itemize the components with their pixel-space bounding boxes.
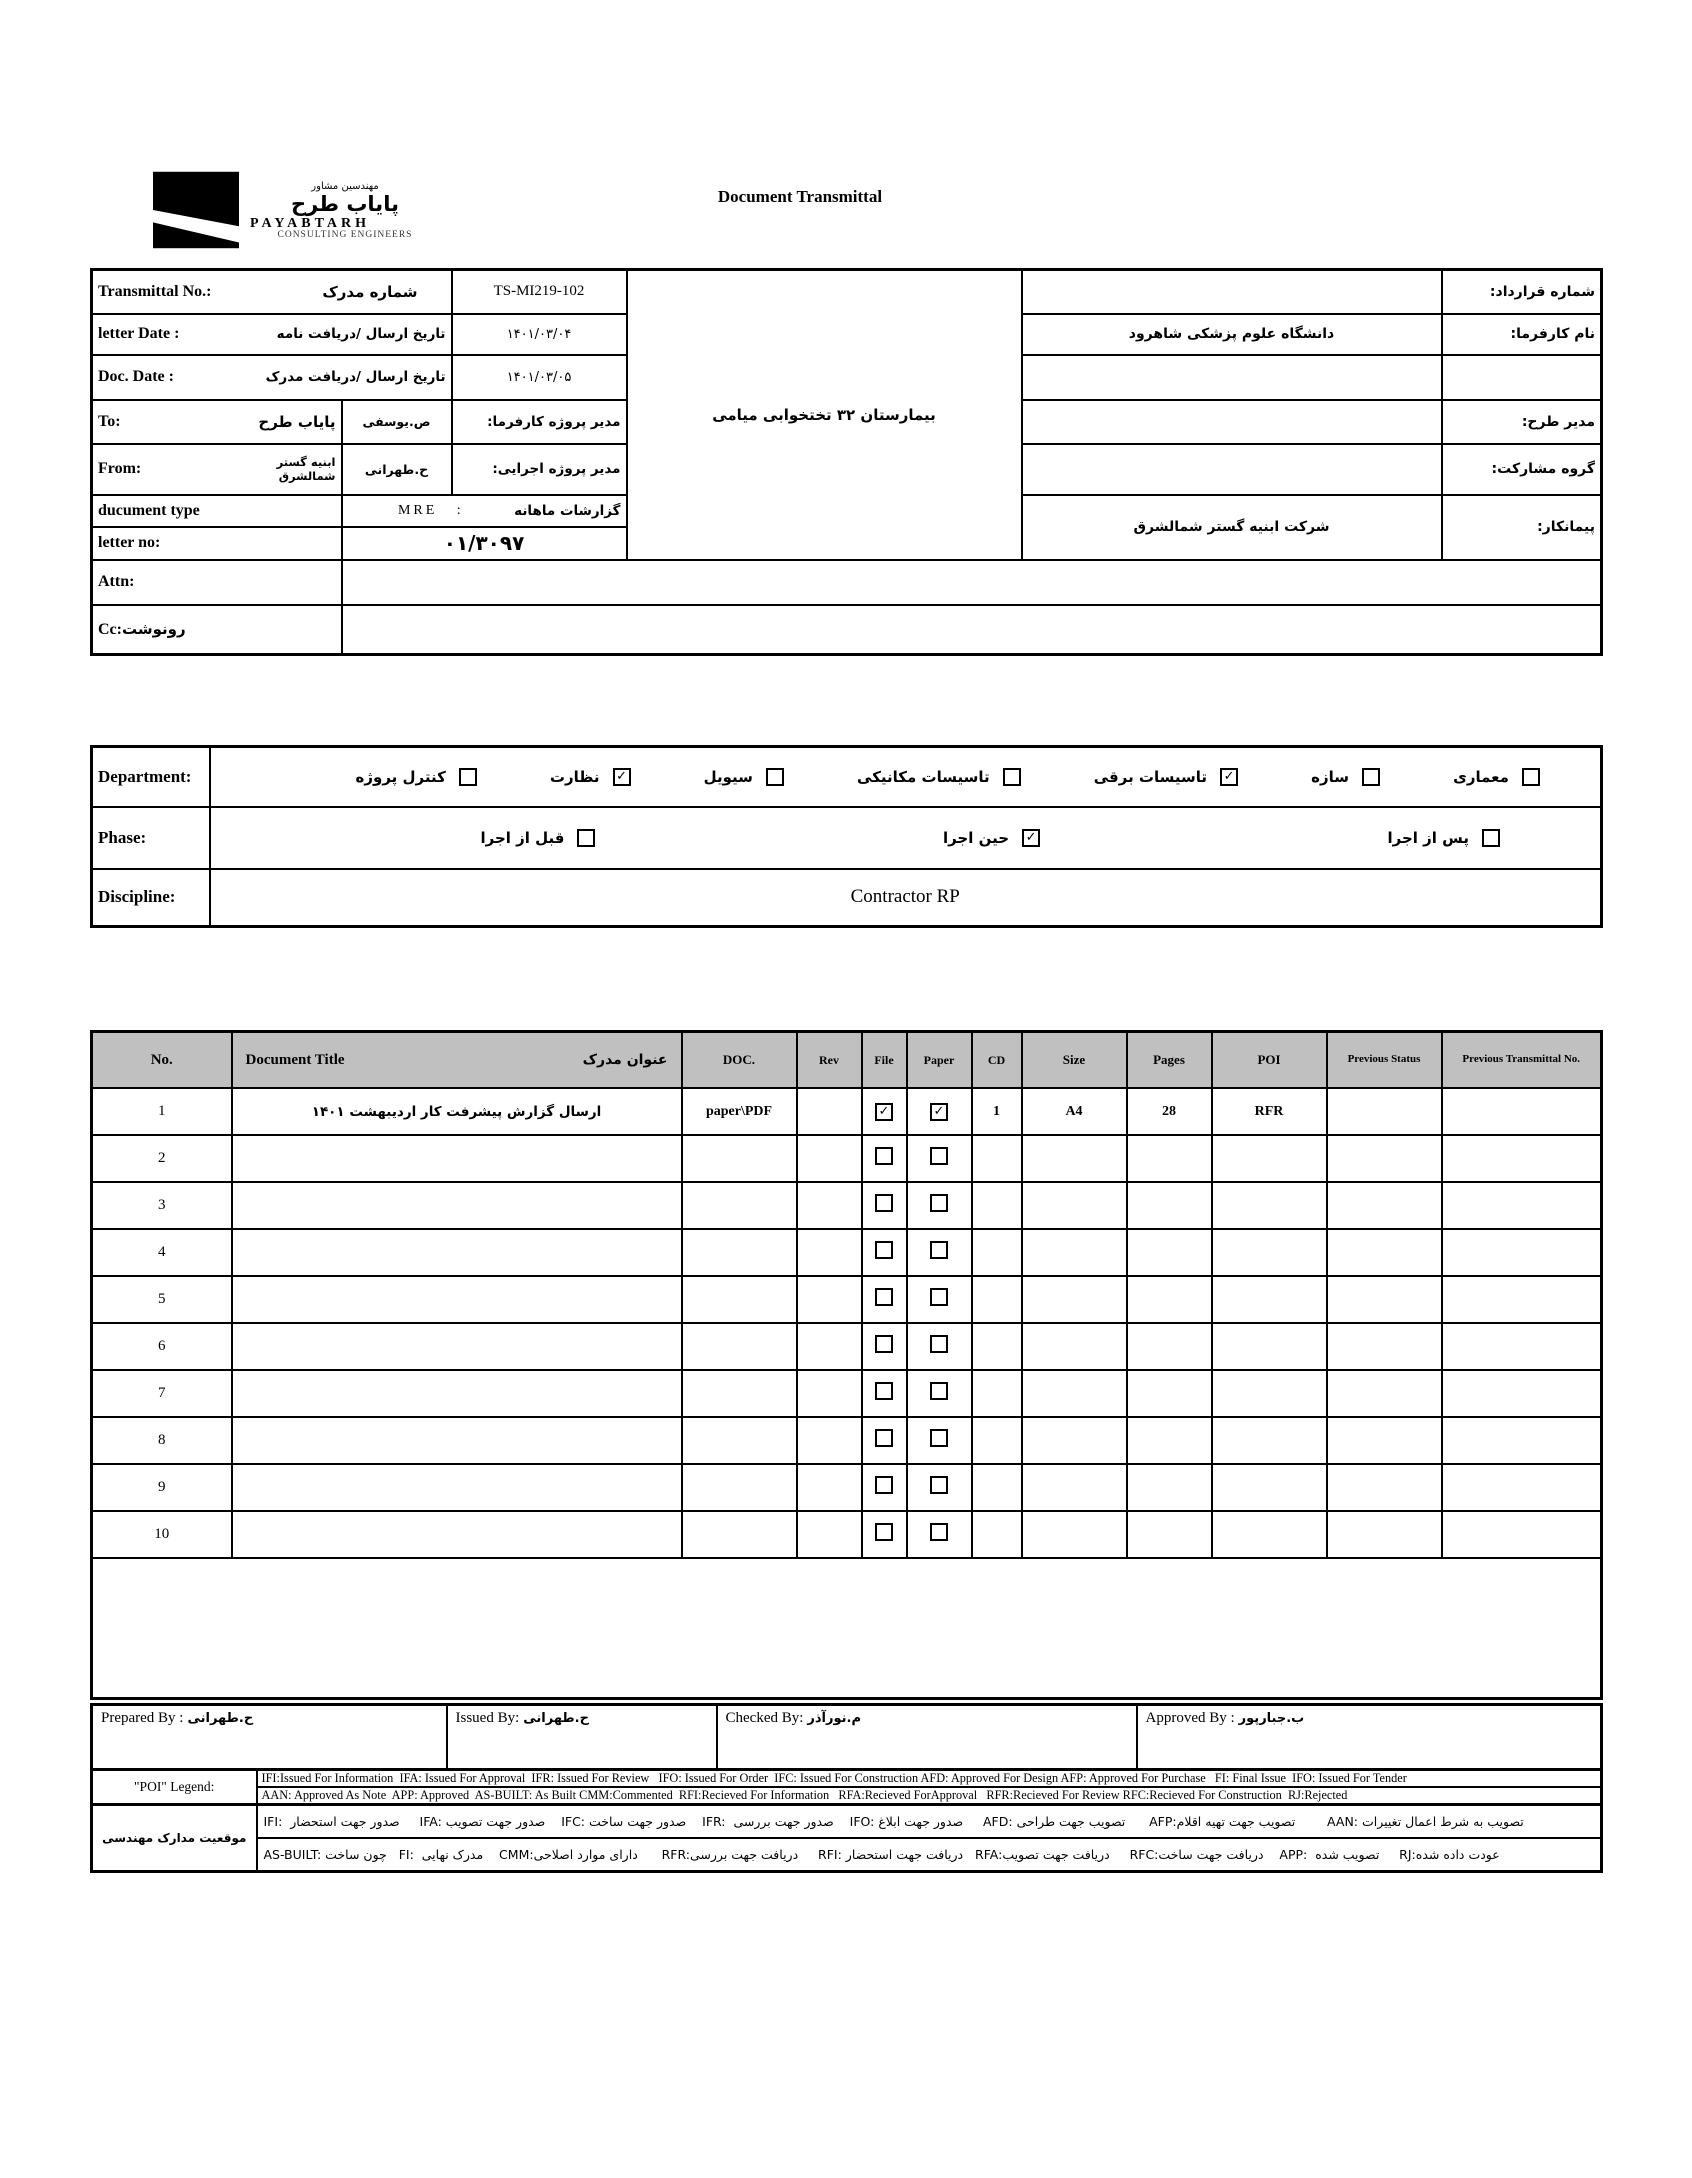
to-company: پایاب طرح [258,412,336,431]
header-document-title [232,1032,682,1089]
checkbox-unchecked[interactable] [1003,768,1021,786]
cell-no: 5 [92,1276,232,1323]
cell-no: 3 [92,1182,232,1229]
cell-rev [797,1276,862,1323]
checkbox-unchecked[interactable] [766,768,784,786]
checkbox-unchecked[interactable] [875,1147,893,1165]
transmittal-no-label [92,270,452,314]
cell-paper [907,1088,972,1135]
cell-title [232,1464,682,1511]
cell-title [232,1182,682,1229]
from-company: ابنیه گستر شمالشرق [276,454,336,483]
from-role-label: مدیر پروژه اجرایی: [452,444,627,495]
document-type-fa: گزارشات ماهانه [514,502,621,519]
cell-pages [1127,1135,1212,1182]
checkbox-unchecked[interactable] [875,1429,893,1447]
check-option-label: معماری [1453,767,1509,786]
header-paper: Paper [907,1032,972,1089]
cell-poi [1212,1511,1327,1558]
issued-by-label: Issued By: [455,1710,520,1726]
letter-date-label [92,314,452,355]
checked-by-name: م.نورآذر [807,1711,861,1726]
cell-no: 10 [92,1511,232,1558]
cell-prev-status [1327,1135,1442,1182]
document-row [92,1417,1602,1464]
logo-consultants-fa: مهندسین مشاور [311,181,379,192]
approved-by-name: ب.جبارپور [1238,1711,1305,1726]
phase-label: Phase: [92,807,210,869]
logo-name-en: PAYABTARH [250,215,371,231]
cell-cd [972,1464,1022,1511]
check-option [1388,829,1500,847]
cell-file [862,1511,907,1558]
cell-cd [972,1276,1022,1323]
cell-prev-transmittal [1442,1370,1602,1417]
poi-legend-line-1: IFI:Issued For Information IFA: Issued For Approval IFR: Issued For Review IFO: Issued For Order IFC: Issued For Construction AFD: Approved For Design AFP: Approved For Purchase FI: Final Issue IFO: Issued For Tender [257,1770,1602,1788]
header-poi: POI [1212,1032,1327,1089]
department-options [210,747,1602,807]
table-continuation-area [92,1558,1602,1699]
company-logo-icon [153,171,239,249]
checkbox-unchecked[interactable] [875,1476,893,1494]
page-title: Document Transmittal [717,187,883,206]
cell-size [1022,1464,1127,1511]
issued-by-cell[interactable] [447,1705,717,1770]
check-option [857,768,1021,786]
cell-prev-transmittal [1442,1276,1602,1323]
cell-poi [1212,1135,1327,1182]
cell-no: 1 [92,1088,232,1135]
cell-size [1022,1323,1127,1370]
cell-file [862,1323,907,1370]
check-option [356,768,477,786]
cell-poi [1212,1417,1327,1464]
cell-size [1022,1417,1127,1464]
cell-poi [1212,1229,1327,1276]
to-cell [92,400,342,444]
cell-pages [1127,1464,1212,1511]
check-option-label: سازه [1311,767,1350,786]
cell-doc [682,1229,797,1276]
discipline-value: Contractor RP [210,869,1602,927]
transmittal-no-label-en: Transmittal No.: [98,282,212,300]
cell-prev-status [1327,1370,1442,1417]
checkbox-unchecked[interactable] [1362,768,1380,786]
cell-paper [907,1135,972,1182]
cell-rev [797,1417,862,1464]
cell-pages [1127,1323,1212,1370]
cell-size [1022,1370,1127,1417]
checkbox-unchecked[interactable] [875,1241,893,1259]
document-row [92,1182,1602,1229]
cell-prev-transmittal [1442,1088,1602,1135]
documents-status-legend-table [90,1803,1603,1873]
document-row [92,1464,1602,1511]
logo-name-fa: پایاب طرح [291,191,399,216]
check-option-label: تاسیسات مکانیکی [857,767,990,786]
cell-prev-transmittal [1442,1182,1602,1229]
document-type-label: ducument type [92,495,342,527]
cell-prev-status [1327,1464,1442,1511]
cell-prev-status [1327,1417,1442,1464]
documents-status-line-2: AS-BUILT: چون ساخت FI: مدرک نهایی CMM:دارای موارد اصلاحی RFR:دریافت جهت بررسی RFI: دریافت جهت استحضار RFA:دریافت جهت تصویب RFC:دریافت جهت ساخت APP: تصویب شده RJ:عودت داده شده [257,1838,1602,1872]
cell-title: ارسال گزارش پیشرفت کار اردیبهشت ۱۴۰۱ [232,1088,682,1135]
cell-no: 8 [92,1417,232,1464]
check-option-label: حین اجرا [942,828,1010,847]
cell-cd [972,1229,1022,1276]
letter-date-value: ۱۴۰۱/۰۳/۰۴ [452,314,627,355]
cell-paper [907,1182,972,1229]
prepared-by-label: Prepared By : [101,1710,184,1726]
document-type-code: MRE : [397,502,464,518]
check-option [1453,768,1540,786]
cell-paper [907,1276,972,1323]
letter-date-label-fa: تاریخ ارسال /دریافت نامه [276,326,446,342]
cell-paper [907,1370,972,1417]
header-previous-status: Previous Status [1327,1032,1442,1089]
poi-legend-table [90,1768,1603,1806]
checkbox-unchecked[interactable] [875,1523,893,1541]
cell-pages [1127,1182,1212,1229]
cell-doc [682,1276,797,1323]
check-option [550,768,631,786]
project-name: بیمارستان ۳۲ تختخوابی میامی [627,270,1022,560]
cell-cd: 1 [972,1088,1022,1135]
check-option-label: پس از اجرا [1387,828,1469,847]
phase-options [210,807,1602,869]
doc-date-label-fa: تاریخ ارسال /دریافت مدرک [265,369,446,385]
cell-cd [972,1370,1022,1417]
header-cd: CD [972,1032,1022,1089]
cell-title [232,1511,682,1558]
document-type-value [342,495,627,527]
cell-cd [972,1417,1022,1464]
cell-size [1022,1229,1127,1276]
from-cell [92,444,342,495]
cell-no: 7 [92,1370,232,1417]
checkbox-checked[interactable]: ✓ [1022,829,1040,847]
cell-rev [797,1370,862,1417]
checkbox-unchecked[interactable] [459,768,477,786]
cell-pages [1127,1370,1212,1417]
letter-no-label: letter no: [92,527,342,560]
header-size: Size [1022,1032,1127,1089]
document-list-table [90,1030,1603,1700]
contract-no-label: شماره قرارداد: [1442,270,1602,314]
cell-prev-transmittal [1442,1135,1602,1182]
cell-poi: RFR [1212,1088,1327,1135]
client-value: دانشگاه علوم پزشکی شاهرود [1022,314,1442,355]
letter-no-value: ۰۱/۳۰۹۷ [342,527,627,560]
poi-legend-label: "POI" Legend: [92,1770,257,1805]
cell-prev-status [1327,1088,1442,1135]
cell-doc: paper\PDF [682,1088,797,1135]
checkbox-unchecked[interactable] [930,1429,948,1447]
transmittal-no-label-fa: شماره مدرک [322,282,418,301]
document-row [92,1323,1602,1370]
cell-poi [1212,1182,1327,1229]
cell-no: 4 [92,1229,232,1276]
from-person: ح.طهرانی [342,444,452,495]
cc-label [92,605,342,655]
cell-doc [682,1370,797,1417]
checkbox-checked[interactable]: ✓ [875,1103,893,1121]
attn-label: Attn: [92,560,342,605]
cell-no: 2 [92,1135,232,1182]
document-row [92,1088,1602,1135]
cell-prev-transmittal [1442,1511,1602,1558]
transmittal-info-table [90,268,1603,656]
cc-label-en: Cc: [98,620,122,638]
header-previous-transmittal: Previous Transmittal No. [1442,1032,1602,1089]
cell-pages [1127,1417,1212,1464]
cell-paper [907,1323,972,1370]
to-label: To: [98,412,121,430]
check-option [1311,768,1380,786]
cell-poi [1212,1464,1327,1511]
client-label: نام کارفرما: [1442,314,1602,355]
cell-size: A4 [1022,1088,1127,1135]
to-role-label: مدیر پروژه کارفرما: [452,400,627,444]
signature-table [90,1703,1603,1771]
issued-by-name: ح.طهرانی [523,1711,589,1726]
cell-title [232,1135,682,1182]
document-row [92,1276,1602,1323]
cell-title [232,1370,682,1417]
cell-prev-transmittal [1442,1464,1602,1511]
classification-table [90,745,1603,928]
cell-prev-status [1327,1276,1442,1323]
documents-status-line-1: IFI: صدور جهت استحضار IFA: صدور جهت تصویب IFC: صدور جهت ساخت IFR: صدور جهت بررسی IFO: صدور جهت ابلاغ AFD: تصویب جهت طراحی AFP:تصویب جهت تهیه اقلام AAN: تصویب به شرط اعمال تغییرات [257,1805,1602,1839]
continuation-empty-cell [92,1558,1602,1699]
cc-value[interactable] [342,605,1602,655]
cell-cd [972,1182,1022,1229]
doc-date-label-en: Doc. Date : [98,368,174,385]
from-label: From: [98,460,142,477]
cell-rev [797,1088,862,1135]
cell-file [862,1370,907,1417]
document-row [92,1229,1602,1276]
documents-status-label: موقعیت مدارک مهندسی [92,1805,257,1872]
checkbox-unchecked[interactable] [930,1382,948,1400]
approved-by-label: Approved By : [1145,1710,1235,1726]
cell-file [862,1464,907,1511]
checkbox-unchecked[interactable] [930,1523,948,1541]
cell-file [862,1417,907,1464]
cell-prev-status [1327,1229,1442,1276]
header-doc: DOC. [682,1032,797,1089]
cell-prev-status [1327,1182,1442,1229]
cell-rev [797,1323,862,1370]
cell-file [862,1088,907,1135]
cell-paper [907,1417,972,1464]
header-pages: Pages [1127,1032,1212,1089]
header-file: File [862,1032,907,1089]
cell-title [232,1323,682,1370]
prepared-by-cell[interactable] [92,1705,447,1770]
transmittal-no-value: TS-MI219-102 [452,270,627,314]
check-option-label: نظارت [549,767,600,786]
checkbox-checked[interactable]: ✓ [613,768,631,786]
checkbox-checked[interactable]: ✓ [930,1103,948,1121]
check-option [481,829,596,847]
to-person: ص.یوسفی [342,400,452,444]
checkbox-unchecked[interactable] [577,829,595,847]
document-row [92,1135,1602,1182]
logo-subtitle-en: CONSULTING ENGINEERS [277,230,413,241]
cell-paper [907,1229,972,1276]
cell-paper [907,1464,972,1511]
prepared-by-name: ح.طهرانی [187,1711,254,1726]
cell-size [1022,1511,1127,1558]
cell-cd [972,1135,1022,1182]
doc-date-value: ۱۴۰۱/۰۳/۰۵ [452,355,627,400]
checkbox-unchecked[interactable] [930,1335,948,1353]
cell-doc [682,1464,797,1511]
header-title-en: Document Title [245,1051,345,1068]
checkbox-unchecked[interactable] [875,1288,893,1306]
checkbox-checked[interactable]: ✓ [1220,768,1238,786]
checkbox-unchecked[interactable] [875,1335,893,1353]
poi-legend-line-2: AAN: Approved As Note APP: Approved AS-BUILT: As Built CMM:Commented RFI:Recieved For Information RFA:Recieved ForApproval RFR:Recieved For Review RFC:Recieved For Construction RJ:Rejected [257,1787,1602,1805]
cell-prev-status [1327,1323,1442,1370]
cell-cd [972,1511,1022,1558]
checkbox-unchecked[interactable] [930,1288,948,1306]
cell-rev [797,1135,862,1182]
check-option-label: سیویل [703,767,753,786]
cell-paper [907,1511,972,1558]
cell-size [1022,1182,1127,1229]
cell-pages [1127,1229,1212,1276]
cell-doc [682,1417,797,1464]
cell-prev-transmittal [1442,1229,1602,1276]
checked-by-label: Checked By: [725,1710,804,1726]
cell-file [862,1276,907,1323]
checked-by-cell[interactable] [717,1705,1137,1770]
contractor-label: پیمانکار: [1442,495,1602,560]
checkbox-unchecked[interactable] [1522,768,1540,786]
check-option-label: کنترل پروژه [355,767,446,786]
doc-date-label [92,355,452,400]
cell-title [232,1229,682,1276]
attn-value[interactable] [342,560,1602,605]
header-no: No. [92,1032,232,1089]
contract-no-value [1022,270,1442,314]
cc-label-fa: رونوشت [121,619,186,638]
checkbox-unchecked[interactable] [930,1194,948,1212]
project-manager-value [1022,400,1442,444]
discipline-label: Discipline: [92,869,210,927]
letter-date-label-en: letter Date : [98,325,180,342]
cell-title [232,1417,682,1464]
contractor-value: شرکت ابنیه گستر شمالشرق [1022,495,1442,560]
document-row [92,1370,1602,1417]
cell-file [862,1135,907,1182]
check-option [1094,768,1238,786]
cell-size [1022,1135,1127,1182]
partnership-value [1022,444,1442,495]
project-manager-label: مدیر طرح: [1442,400,1602,444]
cell-cd [972,1323,1022,1370]
cell-prev-transmittal [1442,1417,1602,1464]
cell-prev-transmittal [1442,1323,1602,1370]
header-title-fa: عنوان مدرک [582,1052,668,1068]
cell-no: 9 [92,1464,232,1511]
cell-prev-status [1327,1511,1442,1558]
cell-poi [1212,1323,1327,1370]
empty-label-cell [1442,355,1602,400]
cell-poi [1212,1276,1327,1323]
cell-doc [682,1182,797,1229]
cell-rev [797,1182,862,1229]
cell-rev [797,1511,862,1558]
cell-file [862,1229,907,1276]
checkbox-unchecked[interactable] [875,1194,893,1212]
check-option [704,768,784,786]
cell-file [862,1182,907,1229]
checkbox-unchecked[interactable] [1482,829,1500,847]
department-label: Department: [92,747,210,807]
cell-pages: 28 [1127,1088,1212,1135]
header-rev: Rev [797,1032,862,1089]
cell-rev [797,1229,862,1276]
checkbox-unchecked[interactable] [930,1147,948,1165]
partnership-label: گروه مشارکت: [1442,444,1602,495]
cell-doc [682,1135,797,1182]
empty-value-cell [1022,355,1442,400]
cell-pages [1127,1511,1212,1558]
check-option-label: قبل از اجرا [480,828,565,847]
cell-doc [682,1323,797,1370]
checkbox-unchecked[interactable] [930,1476,948,1494]
checkbox-unchecked[interactable] [930,1241,948,1259]
cell-doc [682,1511,797,1558]
checkbox-unchecked[interactable] [875,1382,893,1400]
cell-rev [797,1464,862,1511]
cell-size [1022,1276,1127,1323]
cell-title [232,1276,682,1323]
check-option [943,829,1040,847]
cell-pages [1127,1276,1212,1323]
check-option-label: تاسیسات برقی [1093,767,1208,786]
approved-by-cell[interactable] [1137,1705,1602,1770]
document-row [92,1511,1602,1558]
cell-poi [1212,1370,1327,1417]
cell-no: 6 [92,1323,232,1370]
